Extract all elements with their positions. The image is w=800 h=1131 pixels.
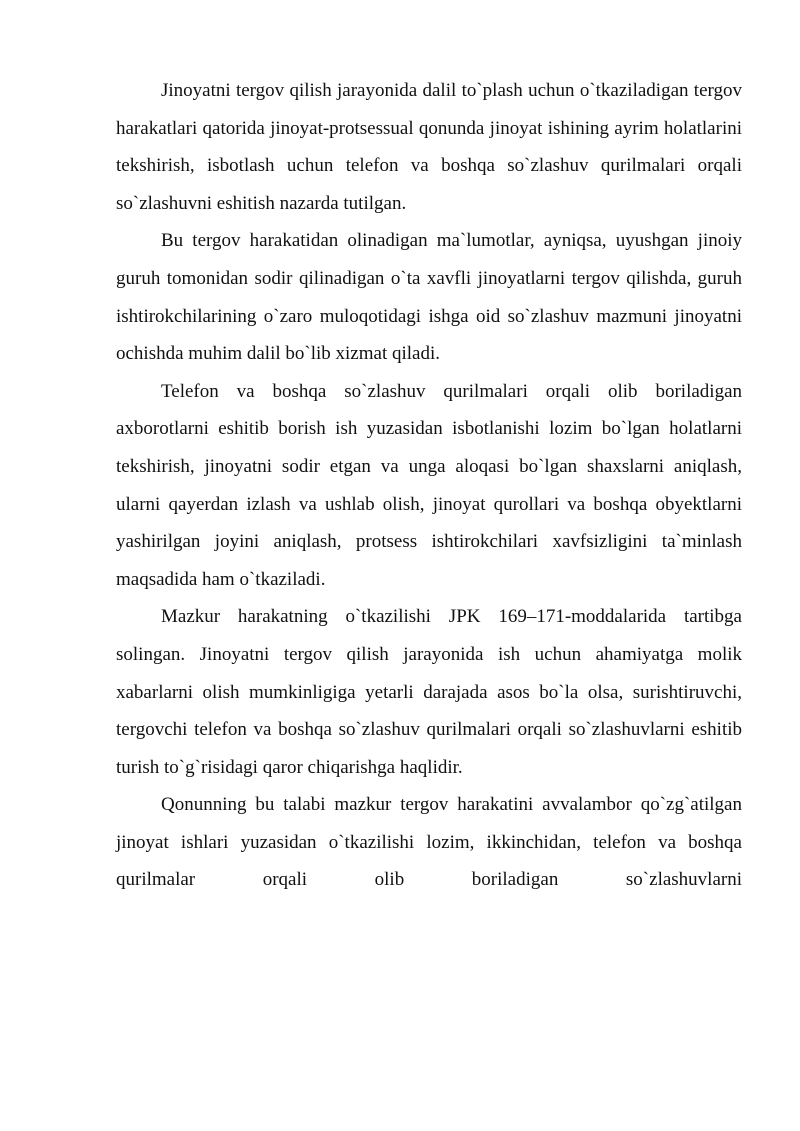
paragraph-5: Qonunning bu talabi mazkur tergov harakatini avvalambor qo`zg`atilgan jinoyat ishlari yuzasidan o`tkazilishi lozim, ikkinchidan, telefon va boshqa qurilmalar orqali olib boriladigan so`zlashuvlarni: [116, 794, 742, 891]
document-page: [116, 72, 742, 899]
paragraph-1: Jinoyatni tergov qilish jarayonida dalil to`plash uchun o`tkaziladigan tergov harakatlari qatorida jinoyat-protsessual qonunda jinoyat ishining ayrim holatlarini tekshirish, isbotlash uchun telefon va boshqa so`zlashuv qurilmalari orqali so`zlashuvni eshitish nazarda tutilgan.: [116, 80, 742, 214]
paragraph-3: Telefon va boshqa so`zlashuv qurilmalari orqali olib boriladigan axborotlarni eshitib borish ish yuzasidan isbotlanishi lozim bo`lgan holatlarni tekshirish, jinoyatni sodir etgan va unga aloqasi bo`lgan shaxslarni aniqlash, ularni qayerdan izlash va ushlab olish, jinoyat qurollari va boshqa obyektlarni yashirilgan joyini aniqlash, protsess ishtirokchilari xavfsizligini ta`minlash maqsadida ham o`tkaziladi.: [116, 380, 742, 590]
paragraph-2: Bu tergov harakatidan olinadigan ma`lumotlar, ayniqsa, uyushgan jinoiy guruh tomonidan sodir qilinadigan o`ta xavfli jinoyatlarni tergov qilishda, guruh ishtirokchilarining o`zaro muloqotidagi ishga oid so`zlashuv mazmuni jinoyatni ochishda muhim dalil bo`lib xizmat qiladi.: [116, 230, 742, 365]
paragraph-4: Mazkur harakatning o`tkazilishi JPK 169–171-moddalarida tartibga solingan. Jinoyatni tergov qilish jarayonida ish uchun ahamiyatga molik xabarlarni olish mumkinligiga yetarli darajada asos bo`la olsa, surishtiruvchi, tergovchi telefon va boshqa so`zlashuv qurilmalari orqali so`zlashuvlarni eshitib turish to`g`risidagi qaror chiqarishga haqlidir.: [116, 606, 742, 778]
